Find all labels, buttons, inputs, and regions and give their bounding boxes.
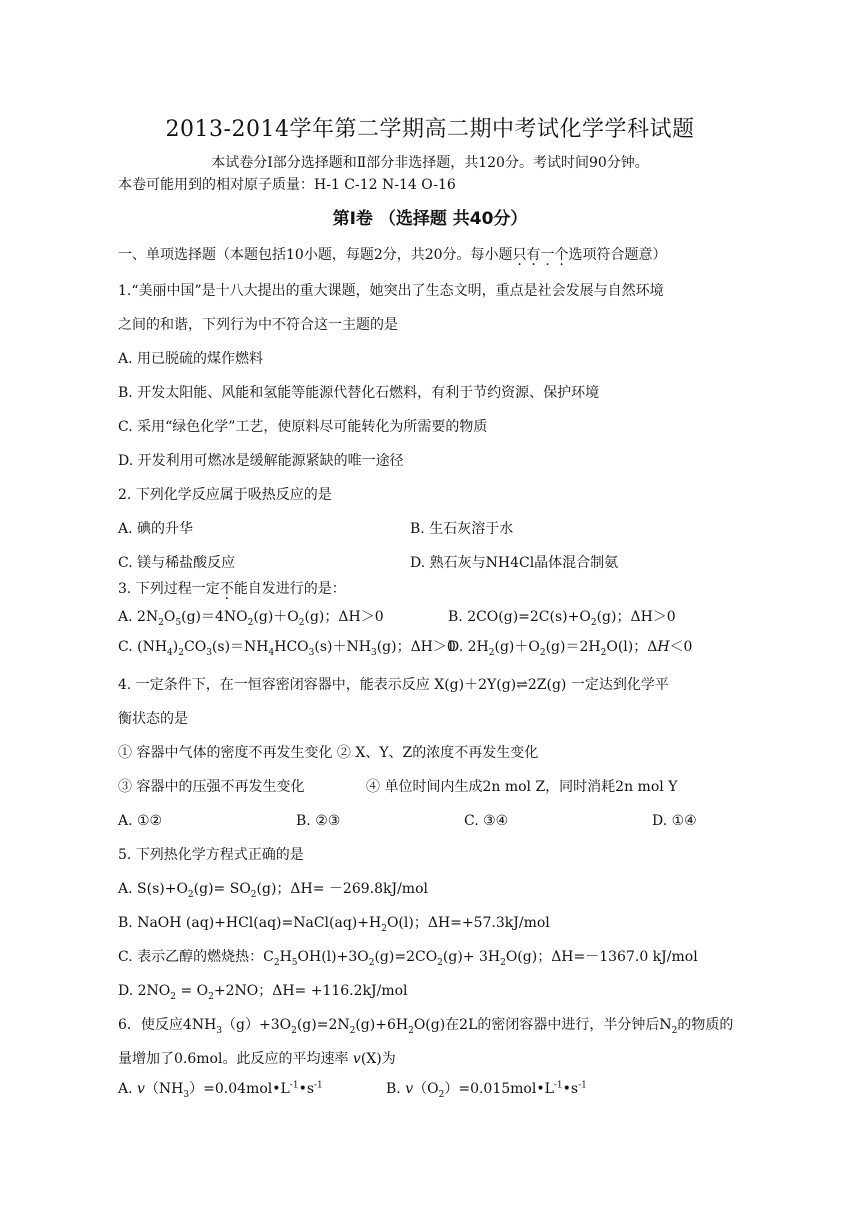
part1-instruction: 一、单项选择题（本题包括10小题，每题2分，共20分。每小题只有一个选项符合题意） [118, 247, 667, 263]
q6-option-b: B. $v(O_2)=0.015mol•L^{-1}•s^{-1}$ [386, 1080, 587, 1100]
q6-stem-1: 6．使反应$4NH_3(g)+3O_2(g)=2N_2(g)+6H_2O(g)$在2L的密闭容器中进行，半分钟后$N_2$的物质的 [118, 1017, 734, 1036]
q5-option-b: B. NaOH $(aq)+HCl(aq)=NaCl(aq)+H_2O(l)$；ΔH=+57.3kJ/mol [118, 915, 550, 934]
q4-option-c: C. ③④ [464, 813, 509, 829]
q5-option-a: A. $S(s)+O_2(g)= SO_2(g)$；ΔH= －269.8kJ/mol [118, 881, 428, 900]
emphasis-text: 只有一个 [512, 247, 569, 263]
q4-option-b: B. ②③ [296, 813, 341, 829]
q6-stem-2: 量增加了0.6mol。此反应的平均速率 v(X)为 [118, 1051, 396, 1067]
q1-stem-1: 1.“美丽中国”是十八大提出的重大课题，她突出了生态文明，重点是社会发展与自然环境 [118, 283, 664, 299]
q1-option-c: C. 采用“绿色化学”工艺，使原料尽可能转化为所需要的物质 [118, 419, 488, 435]
q4-option-d: D. ①④ [652, 813, 697, 829]
q3-option-b: B. $2CO(g)=2C(s)+O_2(g)$；ΔH＞0 [448, 609, 676, 628]
q6-option-a: A. $v(NH_3)=0.04mol•L^{-1}•s^{-1}$ [118, 1080, 323, 1100]
exam-intro: 本试卷分Ⅰ部分选择题和Ⅱ部分非选择题，共120分。考试时间90分钟。 [211, 155, 649, 171]
section-title: 第Ⅰ卷 （选择题 共40分） [332, 209, 528, 229]
q4-item-3: ③ 容器中的压强不再发生变化 [118, 779, 305, 795]
q1-stem-2: 之间的和谐，下列行为中不符合这一主题的是 [118, 317, 398, 333]
page-title: 2013-2014学年第二学期高二期中考试化学学科试题 [165, 117, 695, 142]
q5-option-c: C. 表示乙醇的燃烧热：$C_2H_5OH(l)+3O_2(g)=2CO_2(g)+ 3H_2O(g)$；ΔH=－1367.0 kJ/mol [118, 949, 698, 968]
q2-option-c: C. 镁与稀盐酸反应 [118, 555, 236, 571]
q2-option-d: D. 熟石灰与NH4Cl晶体混合制氨 [410, 555, 619, 571]
atomic-mass-note: 本卷可能用到的相对原子质量：H-1 C-12 N-14 O-16 [118, 177, 456, 193]
q3-option-c: C. $(NH_4)_2CO_3(s)=NH_4HCO_3(s)+NH_3(g)$；ΔH＞0 [118, 639, 456, 658]
q1-option-d: D. 开发利用可燃冰是缓解能源紧缺的唯一途径 [118, 453, 404, 469]
q3-option-d: D. $2H_2(g)+O_2(g)=2H_2O(l)$；ΔH＜0 [448, 639, 693, 658]
q3-stem: 3. 下列过程一定不能自发进行的是： [118, 581, 346, 597]
q4-stem-1: 4. 一定条件下，在一恒容密闭容器中，能表示反应 X(g)＋2Y(g)⇌2Z(g) 一定达到化学平 [118, 677, 669, 693]
q2-option-b: B. 生石灰溶于水 [410, 521, 514, 537]
q4-item-1-2: ① 容器中气体的密度不再发生变化 ② X、Y、Z的浓度不再发生变化 [118, 745, 539, 761]
q2-option-a: A. 碘的升华 [118, 521, 194, 537]
q4-option-a: A. ①② [118, 813, 163, 829]
q1-option-b: B. 开发太阳能、风能和氢能等能源代替化石燃料，有利于节约资源、保护环境 [118, 385, 600, 401]
emphasis-mark: 不 [219, 581, 234, 597]
q4-item-4: ④ 单位时间内生成2n mol Z，同时消耗2n mol Y [366, 779, 678, 795]
q1-option-a: A. 用已脱硫的煤作燃料 [118, 351, 264, 367]
q5-option-d: D. $2NO_2 = O_2+2NO$；ΔH= +116.2kJ/mol [118, 983, 408, 1002]
q3-option-a: A. $2N_2O_5(g)=4NO_2(g)+O_2(g)$；ΔH＞0 [118, 609, 384, 628]
q4-stem-2: 衡状态的是 [118, 711, 188, 727]
q5-stem: 5. 下列热化学方程式正确的是 [118, 847, 304, 863]
q2-stem: 2. 下列化学反应属于吸热反应的是 [118, 487, 332, 503]
